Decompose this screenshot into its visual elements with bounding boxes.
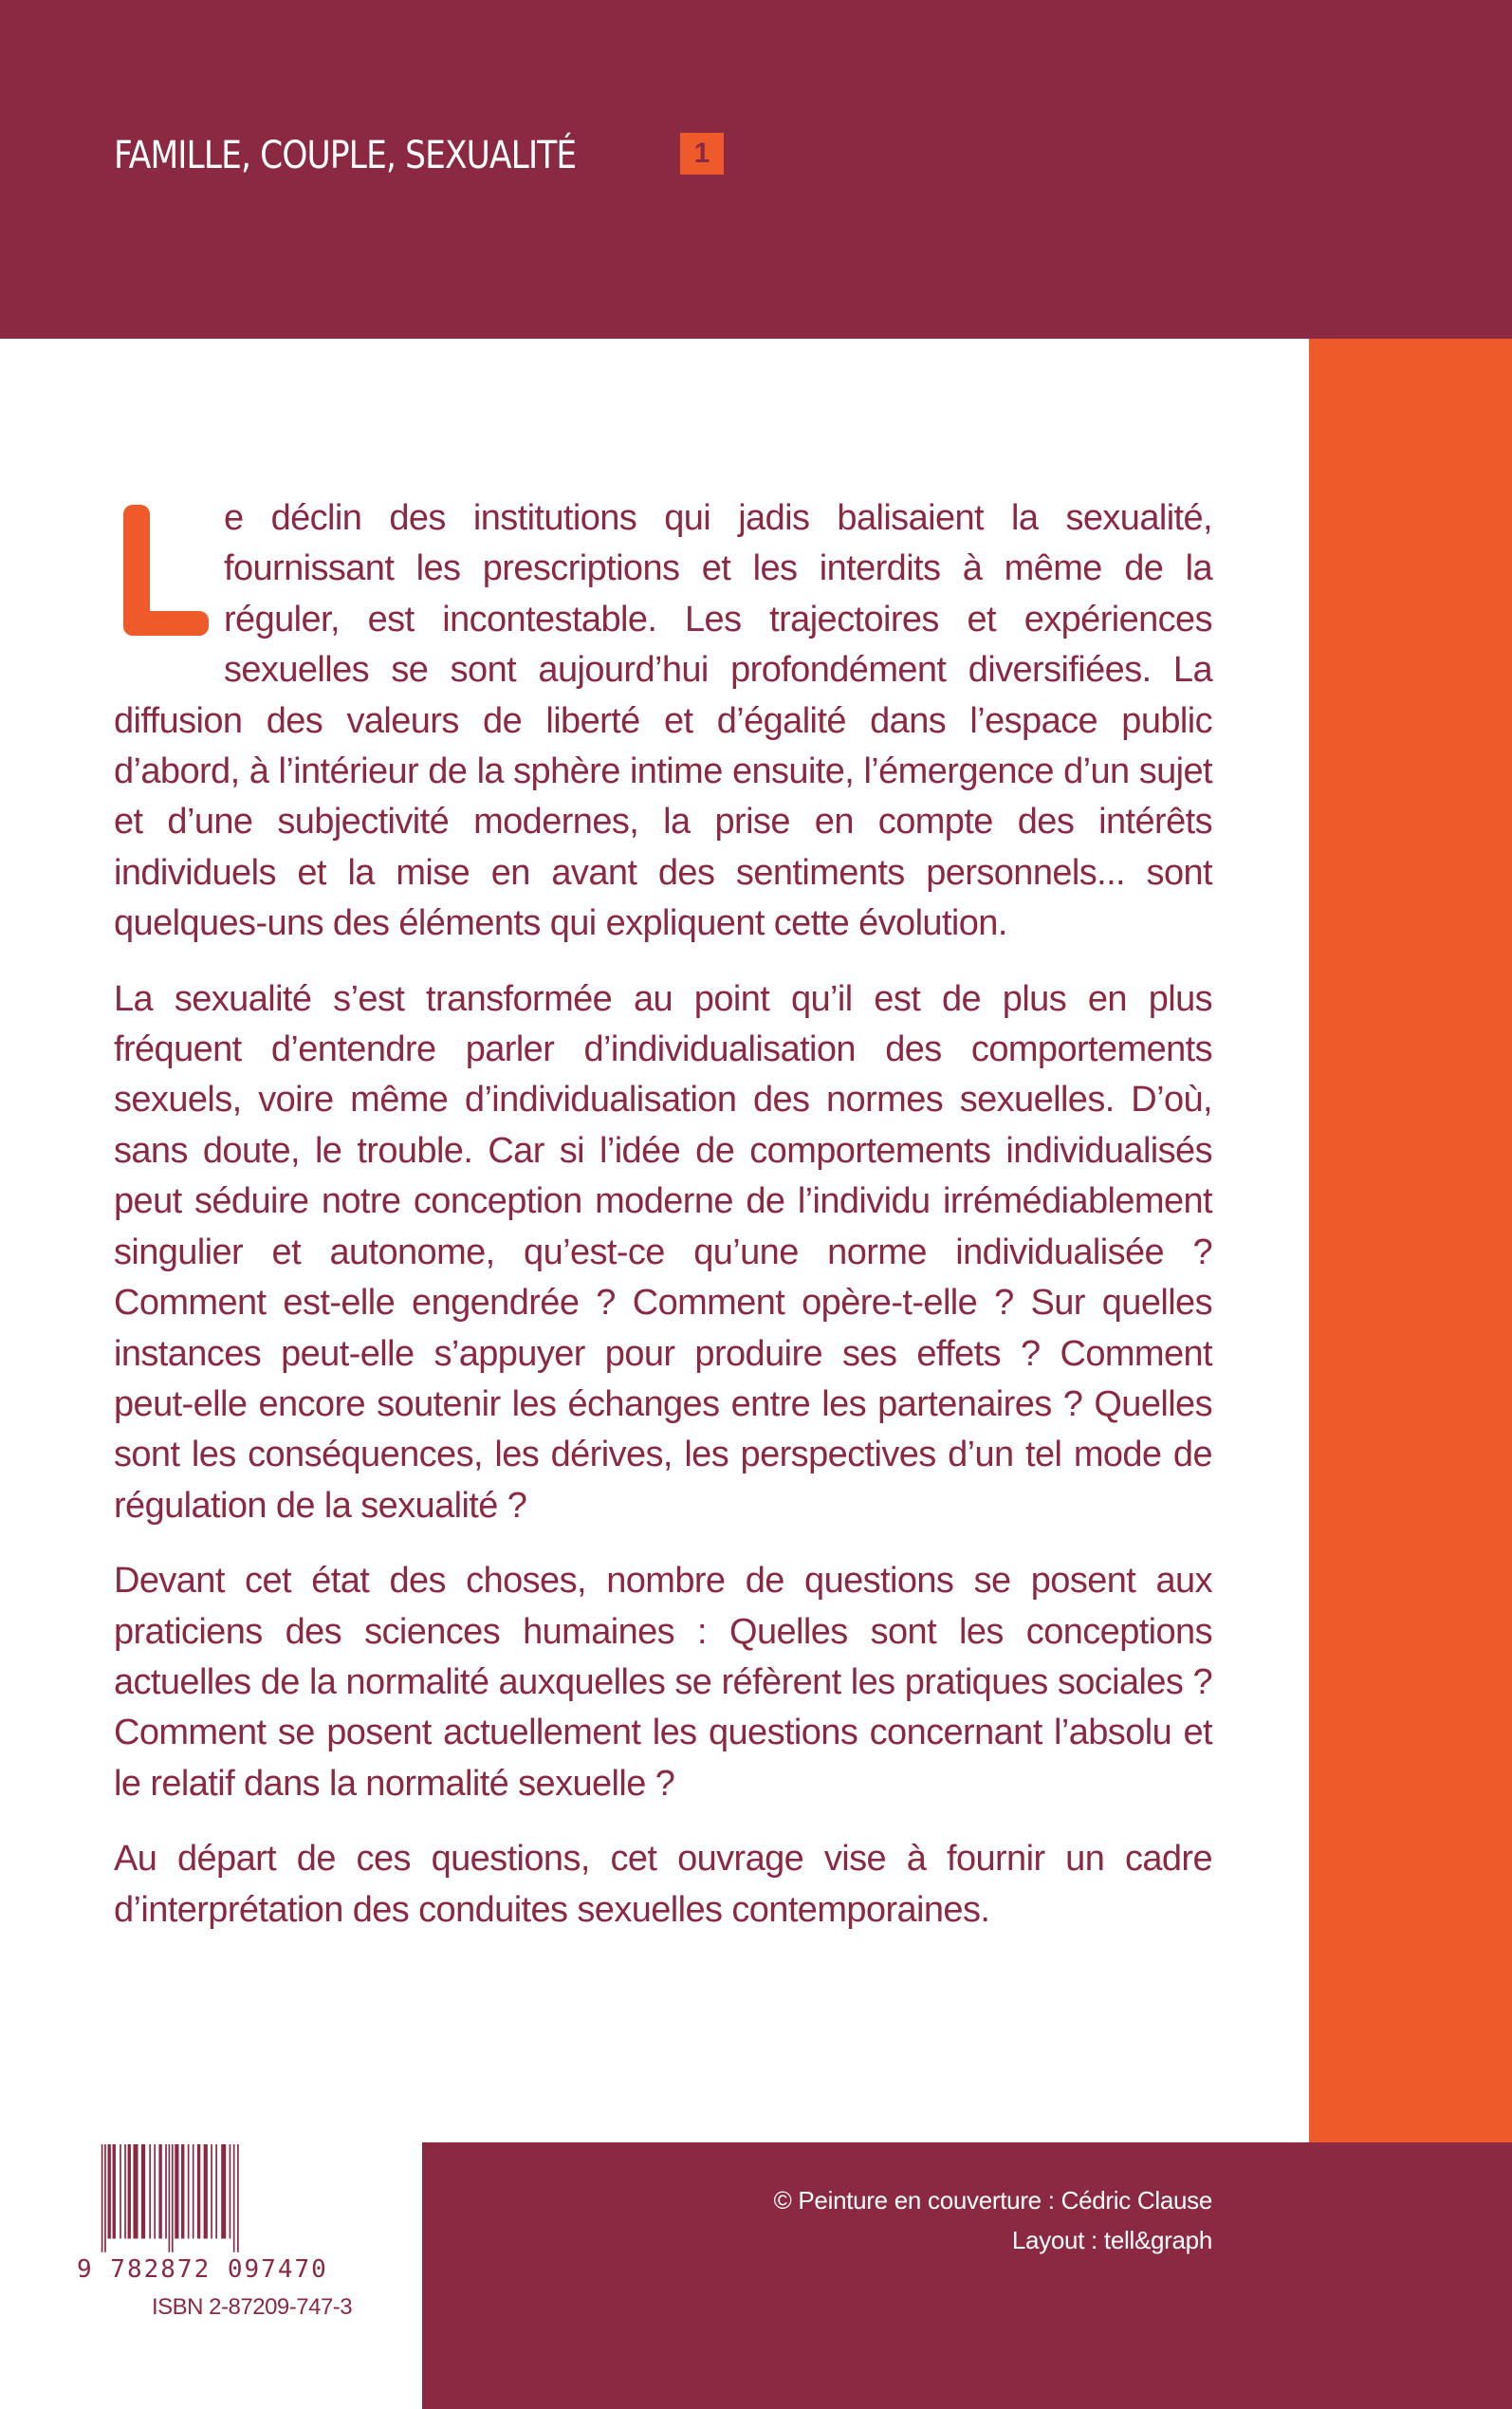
barcode xyxy=(77,2144,328,2284)
series-number-badge: 1 xyxy=(680,133,724,175)
dropcap-l-icon xyxy=(114,499,224,651)
paragraph-1-text: e déclin des institutions qui jadis balisaient la sexualité, fournissant les prescriptions et les interdits à même de la réguler, est incontestable. Les trajectoires et expériences sexuelles se sont aujourd’hui profondément diversifiées. La diffusion des valeurs de liberté et d’égalité dans l’espace public d’abord, à l’intérieur de la sphère intime ensuite, l’émergence d’un sujet et d’une subjectivité modernes, la prise en compte des intérêts individuels et la mise en avant des sentiments personnels... sont quelques-uns des éléments qui expliquent cette évolution. xyxy=(114,498,1212,944)
back-cover-blurb xyxy=(114,493,1212,1960)
paragraph-3: Devant cet état des choses, nombre de questions se posent aux praticiens des sciences humaines : Quelles sont les conceptions actuelles de la normalité auxquelles se réfèrent les pratiques sociales ? Comment se posent actuellement les questions concernant l’absolu et le relatif dans la normalité sexuelle ? xyxy=(114,1561,1212,1804)
layout-credit: Layout : tell&graph xyxy=(1011,2226,1212,2254)
barcode-bars-icon xyxy=(88,2144,254,2256)
credits-box xyxy=(422,2142,1512,2409)
paragraph-2: La sexualité s’est transformée au point qu’il est de plus en plus fréquent d’entendre parler d’individualisation des comportements sexuels, voire même d’individualisation des normes sexuelles. D’où, sans doute, le trouble. Car si l’idée de comportements individualisés peut séduire notre conception moderne de l’individu irrémédiablement singulier et autonome, qu’est-ce qu’une norme individualisée ? Comment est-elle engendrée ? Comment opère-t-elle ? Sur quelles instances peut-elle s’appuyer pour produire ses effets ? Comment peut-elle encore soutenir les échanges entre les partenaires ? Quelles sont les conséquences, les dérives, les perspectives d’un tel mode de régulation de la sexualité ? xyxy=(114,978,1212,1526)
series-title: FAMILLE, COUPLE, SEXUALITÉ xyxy=(114,134,577,177)
cover-painting-credit: © Peinture en couverture : Cédric Clause xyxy=(773,2186,1212,2214)
isbn-label: ISBN 2-87209-747-3 xyxy=(152,2294,353,2320)
credits xyxy=(422,2180,1212,2260)
orange-side-strip xyxy=(1309,339,1512,2142)
paragraph-1 xyxy=(114,493,1212,950)
header-band xyxy=(0,0,1512,339)
paragraph-4: Au départ de ces questions, cet ouvrage vise à fournir un cadre d’interprétation des conduites sexuelles contemporaines. xyxy=(114,1839,1212,1930)
barcode-digits: 9 782872 097470 xyxy=(77,2255,328,2284)
